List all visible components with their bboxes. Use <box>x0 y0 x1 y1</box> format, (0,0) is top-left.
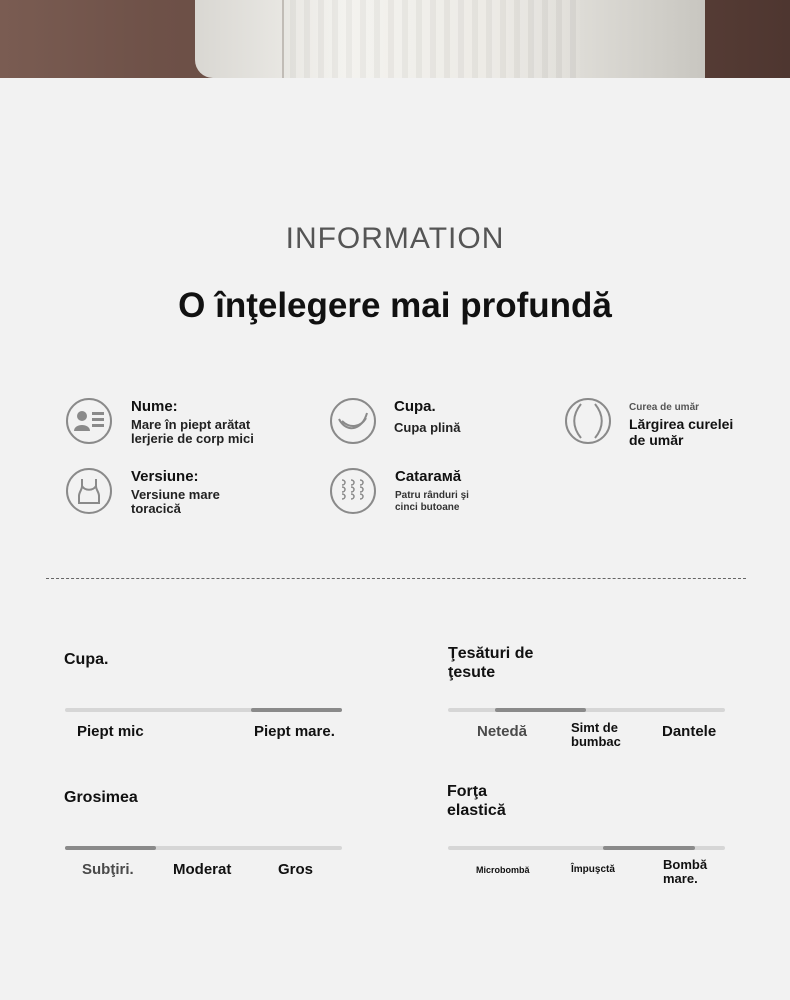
scale-title-cup: Cupa. <box>64 651 109 668</box>
scale-title-fabric: Ţesături de ţesute <box>448 645 534 681</box>
cup-icon <box>330 398 376 444</box>
waistband-seam <box>282 0 284 78</box>
scale-title-thickness: Grosimea <box>64 789 138 806</box>
feature-desc: Lărgirea curelei de umăr <box>629 416 734 448</box>
feature-title: Versiune: <box>131 468 199 485</box>
section-label: INFORMATION <box>285 222 505 255</box>
scale-title-elastic: Forţa elastică <box>447 783 506 819</box>
scale-option: Moderat <box>173 861 232 878</box>
scale-option: Împuşctă <box>571 864 615 875</box>
feature-cup <box>330 398 460 444</box>
feature-title: Catarамă <box>395 468 462 485</box>
feature-strap <box>565 398 749 448</box>
scale-fill-cup <box>251 708 342 712</box>
scale-option: Piept mare. <box>254 723 335 740</box>
section-divider <box>46 578 746 579</box>
scale-option: Gros <box>278 861 314 878</box>
scale-option: Netedă <box>477 723 528 740</box>
vest-icon <box>66 468 112 514</box>
clasp-icon <box>330 468 376 514</box>
page-title: O înţelegere mai profundă <box>178 286 612 325</box>
feature-clasp <box>330 468 485 514</box>
feature-name <box>66 398 266 446</box>
id-card-icon <box>66 398 112 444</box>
scale-track-elastic <box>448 846 725 850</box>
scale-option: Simt de bumbac <box>571 720 621 749</box>
scale-option: Subţiri. <box>82 861 134 878</box>
feature-desc: Versiune mare toracică <box>131 487 220 516</box>
scale-fill-fabric <box>495 708 586 712</box>
scale-option: Piept mic <box>77 723 144 740</box>
feature-title: Curea de umăr <box>629 402 700 413</box>
scale-track-thickness <box>65 846 342 850</box>
feature-title: Cupa. <box>394 398 436 415</box>
elastic-band <box>290 0 580 78</box>
scale-option: Dantele <box>662 723 717 740</box>
feature-title: Nume: <box>131 398 178 415</box>
scale-fill-elastic <box>603 846 694 850</box>
scale-fill-thickness <box>65 846 156 850</box>
scale-track-cup <box>65 708 342 712</box>
feature-version <box>66 468 241 516</box>
strap-icon <box>565 398 611 444</box>
scale-option: Bombă mare. <box>663 857 708 886</box>
scale-track-fabric <box>448 708 725 712</box>
feature-desc: Cupa plină <box>394 420 461 435</box>
feature-desc: Patru rânduri şi cinci butoane <box>395 490 469 513</box>
feature-desc: Mare în piept arătat lerjerie de corp mici <box>131 417 254 446</box>
scale-option: Microbombă <box>476 865 530 875</box>
hero-photo <box>0 0 790 78</box>
